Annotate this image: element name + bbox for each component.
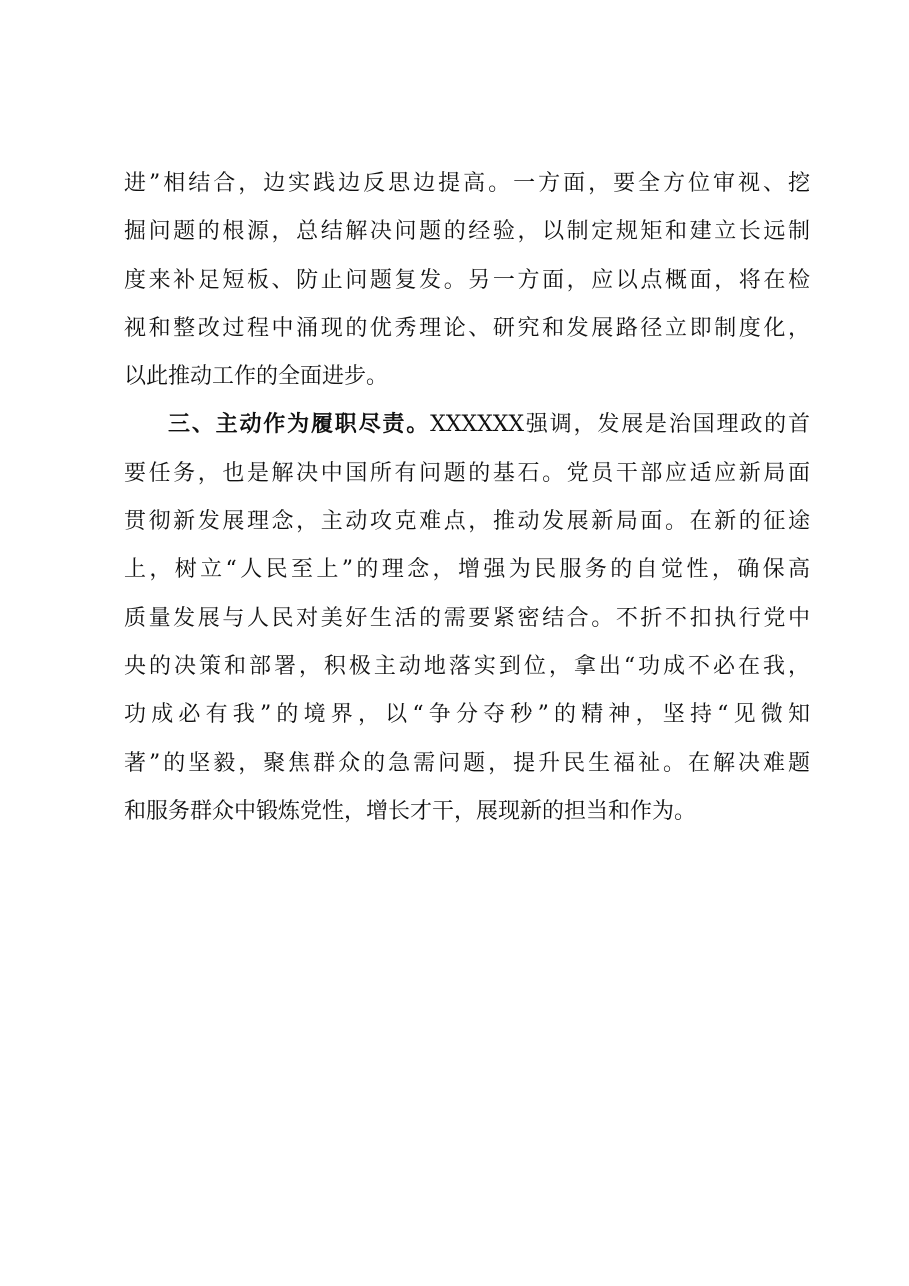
text-line: 著”的坚毅，聚焦群众的急需问题，提升民生福祉。在解决难题: [124, 750, 810, 776]
text-line: 贯彻新发展理念，主动攻克难点，推动发展新局面。在新的征途: [124, 509, 810, 535]
text-run: XXXXXX强调，发展是治国理政的首: [430, 412, 810, 438]
text-line: 掘问题的根源，总结解决问题的经验，以制定规矩和建立长远制: [124, 219, 810, 245]
text-line: 质量发展与人民对美好生活的需要紧密结合。不折不扣执行党中: [124, 605, 810, 631]
document-body: [124, 160, 810, 836]
text-line: 要任务，也是解决中国所有问题的基石。党员干部应适应新局面: [124, 460, 810, 486]
paragraph-1: [124, 160, 810, 401]
text-line: 上，树立“人民至上”的理念，增强为民服务的自觉性，确保高: [124, 557, 810, 583]
text-line: 视和整改过程中涌现的优秀理论、研究和发展路径立即制度化，: [124, 315, 810, 341]
text-line: 央的决策和部署，积极主动地落实到位，拿出“功成不必在我，: [124, 653, 810, 679]
section-heading: 三、主动作为履职尽责。: [168, 412, 431, 438]
text-line: 以此推动工作的全面进步。: [124, 364, 389, 390]
text-line: 度来补足短板、防止问题复发。另一方面，应以点概面，将在检: [124, 267, 810, 293]
text-line: 和服务群众中锻炼党性，增长才干，展现新的担当和作为。: [124, 798, 697, 824]
text-line-first: [124, 401, 810, 449]
paragraph-2: [124, 401, 810, 836]
text-line: 进”相结合，边实践边反思边提高。一方面，要全方位审视、挖: [124, 171, 810, 196]
text-line: 功成必有我”的境界，以“争分夺秒”的精神，坚持“见微知: [124, 702, 810, 728]
